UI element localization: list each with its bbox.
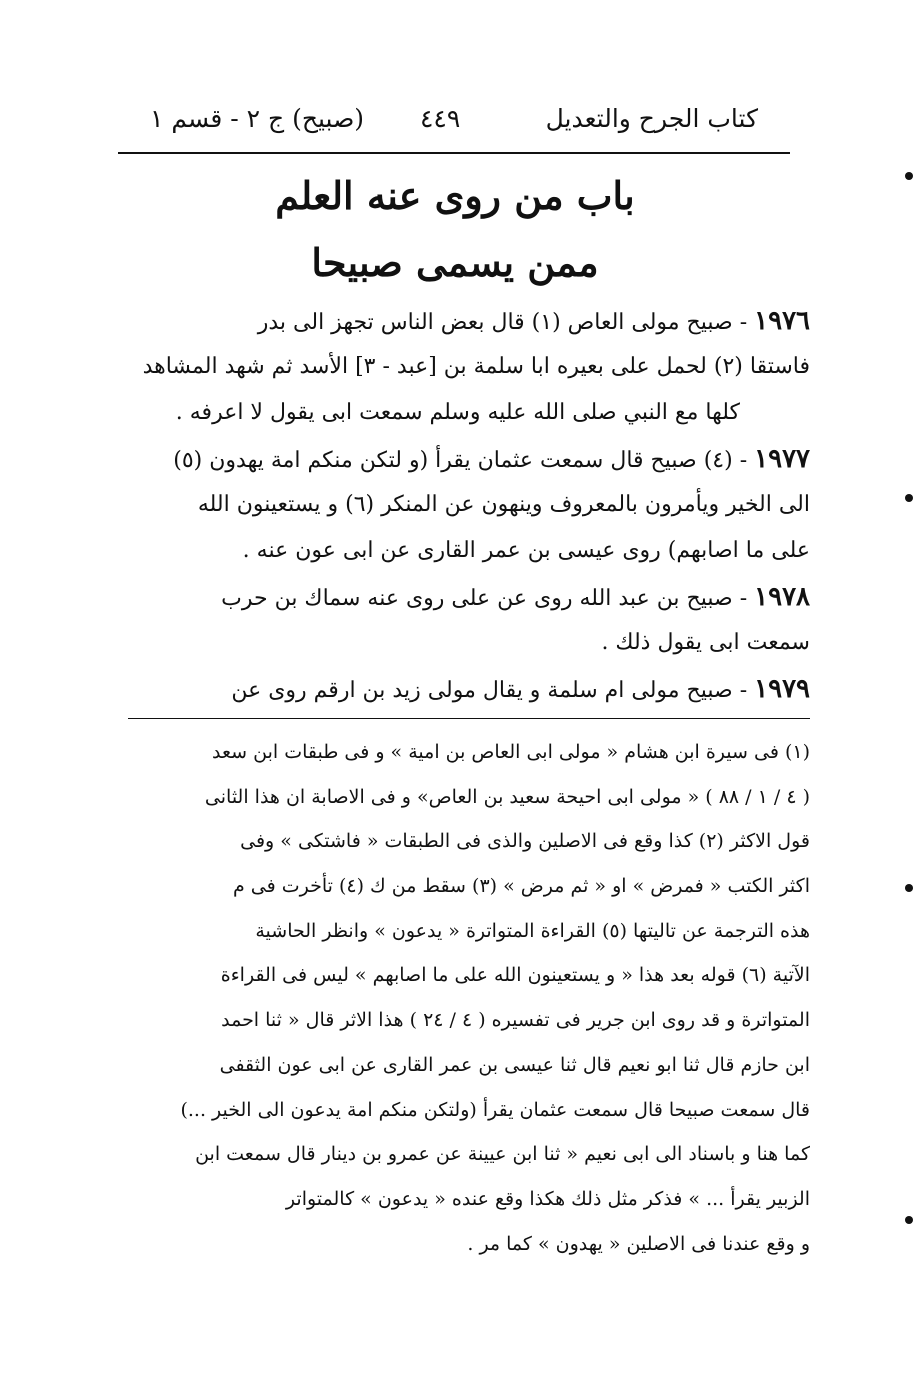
footnote-rule: [128, 718, 810, 719]
entry-number: ١٩٧٧: [754, 444, 810, 474]
header-rule: [118, 152, 790, 154]
footnote-line: قال سمعت صبيحا قال سمعت عثمان يقرأ (ولتكن منكم امة يدعون الى الخير ...): [180, 1098, 810, 1121]
footnote-line: ( ٤ / ١ / ٨٨ ) « مولى ابى احيحة سعيد بن العاص» و فى الاصابة ان هذا الثانى: [204, 785, 810, 808]
body-line: [120, 390, 810, 436]
entry-number: ١٩٧٩: [754, 674, 810, 704]
entry-text: - صبيح مولى العاص (١) قال بعض الناس تجهز الى بدر: [257, 310, 755, 335]
margin-dot: [905, 172, 913, 180]
footnote-line: (١) فى سيرة ابن هشام « مولى ابى العاص بن امية » و فى طبقات ابن سعد: [212, 741, 810, 763]
body-line: [120, 344, 810, 390]
entry-number: ١٩٧٨: [754, 582, 810, 612]
margin-dot: [905, 1216, 913, 1224]
margin-dot: [905, 494, 913, 502]
footnote-line: الآتية (٦) قوله بعد هذا « و يستعينون الله على ما اصابهم » ليس فى القراءة: [220, 964, 810, 987]
book-title: كتاب الجرح والتعديل: [545, 104, 758, 133]
body-line: [120, 298, 810, 344]
body-text: [120, 298, 810, 712]
chapter-title: باب من روى عنه العلم: [275, 173, 635, 218]
section-label: (صبيح) ج ٢ - قسم ١: [150, 104, 365, 133]
body-line: [120, 666, 810, 712]
footnote-line: اكثر الكتب « فمرض » او « ثم مرض » (٣) سقط من ك (٤) تأخرت فى م: [232, 875, 810, 898]
running-header: [120, 98, 790, 144]
footnote-line: و وقع عندنا فى الاصلين « يهدون » كما مر .: [467, 1232, 810, 1255]
footnote-line: قول الاكثر (٢) كذا وقع فى الاصلين والذى فى الطبقات « فاشتكى » وفى: [240, 830, 810, 853]
footnote-line: ابن حازم قال ثنا ابو نعيم قال ثنا عيسى بن عمر القارى عن ابى عون الثقفى: [219, 1053, 810, 1076]
entry-text: سمعت ابى يقول ذلك .: [601, 630, 810, 655]
footnote-line: هذه الترجمة عن تاليتها (٥) القراءة المتواترة « يدعون » وانظر الحاشية: [255, 919, 810, 942]
entry-text: على ما اصابهم) روى عيسى بن عمر القارى عن ابى عون عنه .: [242, 538, 810, 563]
entry-number: ١٩٧٦: [754, 306, 810, 336]
entry-text: - صبيح بن عبد الله روى عن على روى عنه سماك بن حرب: [221, 586, 755, 611]
entry-text: كلها مع النبي صلى الله عليه وسلم سمعت ابى يقول لا اعرفه .: [175, 400, 740, 425]
footnote-line: الزبير يقرأ ... » فذكر مثل ذلك هكذا وقع عنده « يدعون » كالمتواتر: [285, 1187, 810, 1210]
entry-text: - صبيح مولى ام سلمة و يقال مولى زيد بن ارقم روى عن: [231, 678, 755, 703]
footnote-line: المتواترة و قد روى ابن جرير فى تفسيره ( ٤ / ٢٤ ) هذا الاثر قال « ثنا احمد: [221, 1009, 810, 1032]
entry-text: فاستقا (٢) لحمل على بعيره ابا سلمة بن [عبد - ٣] الأسد ثم شهد المشاهد: [142, 354, 810, 379]
entry-text: الى الخير ويأمرون بالمعروف وينهون عن المنكر (٦) و يستعينون الله: [197, 492, 810, 517]
margin-dot: [905, 884, 913, 892]
entry-text: - (٤) صبيح قال سمعت عثمان يقرأ (و لتكن منكم امة يهدون (٥): [173, 448, 755, 473]
footnote-line: كما هنا و باسناد الى ابى نعيم « ثنا ابن عيينة عن عمرو بن دينار قال سمعت ابن: [195, 1143, 810, 1166]
body-line: [120, 528, 810, 574]
chapter-subtitle: ممن يسمى صبيحا: [311, 240, 599, 285]
footnotes: [120, 730, 810, 1266]
page-number: ٤٤٩: [420, 104, 461, 133]
body-line: [120, 574, 810, 620]
body-line: [120, 482, 810, 528]
body-line: [120, 620, 810, 666]
body-line: [120, 436, 810, 482]
